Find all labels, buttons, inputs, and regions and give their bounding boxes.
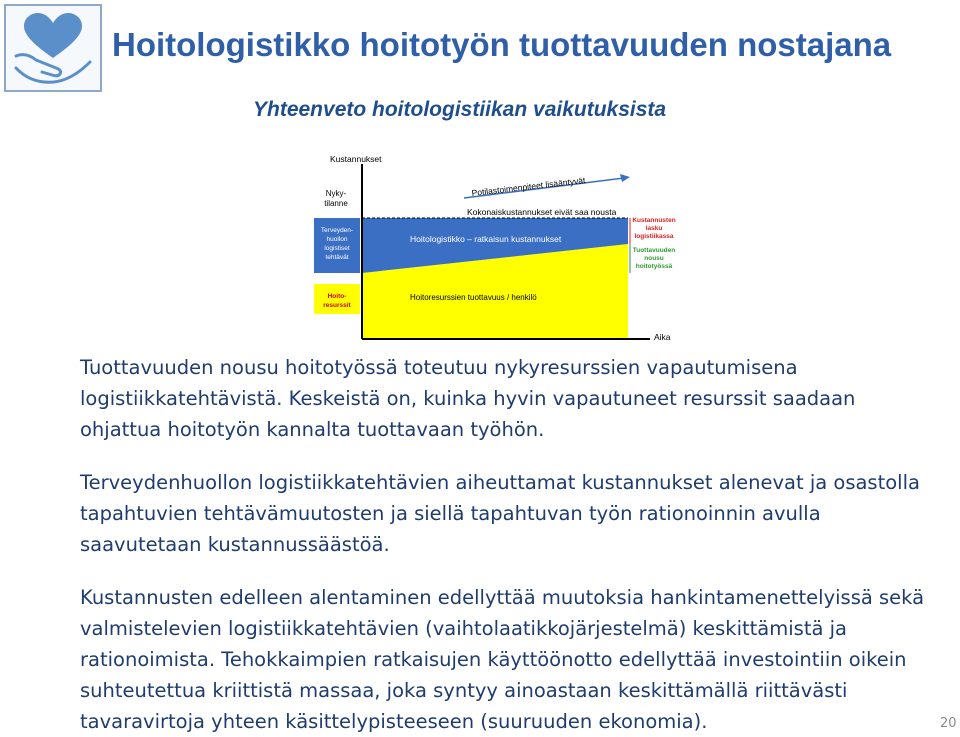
heart-in-hand-icon <box>6 6 100 90</box>
logistics-tasks-label: Terveyden-huollon logistiset tehtävät <box>320 227 354 261</box>
arrow-top-text: Potilastoimenpiteet lisääntyvät <box>471 175 586 198</box>
x-axis-label: Aika <box>654 332 671 342</box>
slide-subtitle: Yhteenveto hoitologistiikan vaikutuksista <box>253 98 667 121</box>
current-state-label: Nyky-tilanne <box>324 189 348 208</box>
care-resources-label: Hoito-resurssit <box>323 293 351 309</box>
blue-band-text: Hoitologistikko – ratkaisun kustannukset <box>410 234 562 244</box>
paragraph-1: Tuottavuuden nousu hoitotyössä toteutuu nykyresurssien vapautumisena logistiikkatehtävistä. Keskeistä on, kuinka hyvin vapautuneet resurssit saadaan ohjattua hoitotyön kannalta tuottavaan työhön. <box>80 356 856 441</box>
arrow-bottom-text: Kokonaiskustannukset eivät saa nousta <box>467 207 617 217</box>
cost-decrease-label: Kustannusten lasku logistiikassa <box>632 217 676 240</box>
paragraph-3: Kustannusten edelleen alentaminen edellyttää muutoksia hankintamenettelyissä sekä valmistelevien logistiikkatehtävien (vaihtolaatikkojärjestelmä) keskittämistä ja rationoimista. Tehokkaimpien ratkaisujen käyttöönotto edellyttää investointiin oikein suhteutettua kriittistä massaa, joka syntyy ainoastaan keskittämällä riittävästi tavaravirtoja yhteen käsittelypisteeseen (suuruuden ekonomia). <box>80 586 925 733</box>
page-number: 20 <box>940 716 957 731</box>
paragraph-2: Terveydenhuollon logistiikkatehtävien aiheuttamat kustannukset alenevat ja osastolla tapahtuvien tehtävämuutosten ja siellä tapahtuvan työn rationoinnin avulla saavutetaan kustannussäästöä. <box>80 471 920 556</box>
yellow-band-text: Hoitoresurssien tuottavuus / henkilö <box>410 293 537 302</box>
yellow-care-resources-band <box>362 273 628 339</box>
rising-arrow-head <box>620 174 630 182</box>
productivity-increase-label: Tuottavuuden nousu hoitotyössä <box>632 247 676 270</box>
y-axis-label: Kustannukset <box>330 154 382 164</box>
logo <box>4 4 102 92</box>
slide-title: Hoitologistikko hoitotyön tuottavuuden nostajana <box>112 26 892 63</box>
body-text <box>80 352 940 737</box>
cost-diagram <box>312 146 692 346</box>
